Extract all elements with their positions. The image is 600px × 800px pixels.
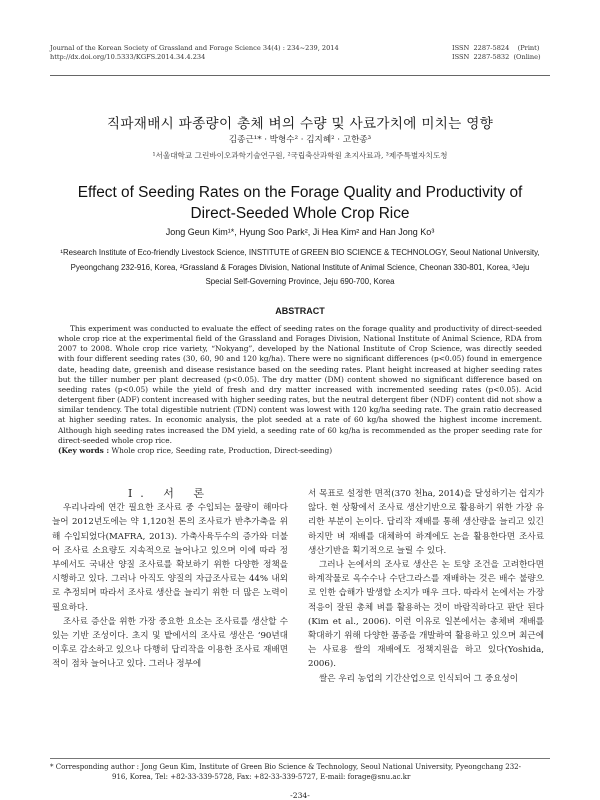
issn-print: ISSN 2287-5824 (Print) — [452, 44, 540, 52]
body-column-right — [308, 487, 544, 686]
title-korean: 직파재배시 파종량이 총체 벼의 수량 및 사료가치에 미치는 영향 — [106, 116, 494, 132]
doi-link[interactable]: http://dx.doi.org/10.5333/KGFS.2014.34.4.234 — [50, 53, 206, 62]
keywords-label: (Key words : — [58, 445, 110, 455]
body-column-left — [52, 487, 288, 672]
abstract-body — [58, 324, 542, 456]
authors-korean: 김종근¹* · 박형수² · 김지혜² · 고한종³ — [228, 135, 372, 145]
title-english-line1: Effect of Seeding Rates on the Forage Quality and Productivity of — [77, 184, 523, 201]
footnote-line: * Corresponding author : Jong Geun Kim, Institute of Green Bio Science & Technology, Seoul National University, Pyeongchang 232- — [50, 763, 522, 771]
corresponding-author-footnote — [50, 762, 550, 782]
affiliations-korean: ¹서울대학교 그린바이오과학기술연구원, ²국립축산과학원 초지사료과, ³제주특별자치도청 — [152, 151, 448, 160]
journal-citation: Journal of the Korean Society of Grassland and Forage Science 34(4) : 234~239, 2014 — [50, 44, 339, 52]
paragraph: 서 목표로 설정한 면적(370 천ha, 2014)을 달성하기는 쉽지가 않다. 현 상황에서 조사료 생산기반으로 활용하기 위한 가장 유리한 부분이 논이다. 답리작 재배를 통해 생산량을 늘리고 있긴 하지만 벼 재배를 대체하여 하계에도 논을 활용한다면 조사료 생산기반을 획기적으로 늘릴 수 있다. — [308, 489, 544, 556]
authors-english: Jong Geun Kim¹*, Hyung Soo Park², Ji Hea Kim² and Han Jong Ko³ — [165, 227, 435, 237]
paragraph: 그러나 논에서의 조사료 생산은 논 토양 조건을 고려한다면 하계작물로 옥수수나 수단그라스를 재배하는 것은 배수 불량으로 인한 습해가 발생할 소지가 매우 크다. 따라서 논에서는 가장 적응이 잘된 총체 벼를 활용하는 것이 바람직하다고 판단 된다(Kim et al., 2006). 이런 이유로 일본에서는 총체벼 재배를 확대하기 위해 다양한 품종을 개발하여 활용하고 있으며 최근에는 사료용 쌀의 재배에도 정책지원을 하고 있다(Yoshida, 2006). — [308, 560, 544, 670]
affiliations-english: ¹Research Institute of Eco-friendly Livestock Science, INSTITUTE of GREEN BIO SCIENCE & TECHNOLOGY, Seoul National University, Pyeongchang 232-916, Korea, ²Grassland & Forages Division, National Institute of Animal Science, Cheonan 330-801, Korea, ³Jeju Special Self-Governing Province, Jeju 690-700, Korea — [60, 248, 540, 287]
footnote-divider — [50, 758, 550, 759]
paragraph: 우리나라에 연간 필요한 조사료 중 수입되는 물량이 해마다 늘어 2012년도에는 약 1,120천 톤의 조사료가 반추가축을 위해 수입되었다(MAFRA, 2013). 가축사육두수의 증가와 더불어 조사료 소요량도 지속적으로 늘어나고 있으며 이에 따라 정부에서도 국내산 양질 조사료를 확보하기 위한 다양한 정책을 시행하고 있다. 그러나 아직도 양질의 자급조사료는 44% 내외로 추정되며 따라서 조사료 생산을 늘리기 위한 더 많은 노력이 필요하다. — [52, 503, 288, 613]
footnote-line: 916, Korea, Tel: +82-33-339-5728, Fax: +82-33-339-5727, E-mail: forage@snu.ac.kr — [112, 773, 411, 781]
page-number: -234- — [290, 791, 310, 800]
section-heading-introduction: Ⅰ. 서 론 — [127, 487, 213, 500]
journal-header — [50, 44, 339, 63]
abstract-heading: ABSTRACT — [275, 306, 325, 316]
paragraph: 조사료 증산을 위한 가장 중요한 요소는 조사료를 생산할 수 있는 기반 조성이다. 초지 및 밭에서의 조사료 생산은 ‘90년대 이후로 감소하고 있으나 다행히 답리작을 이용한 조사료 재배면적이 점차 늘어나고 있다. 그러나 정부에 — [52, 616, 288, 670]
issn-online: ISSN 2287-5832 (Online) — [452, 53, 541, 62]
header-divider — [50, 75, 550, 76]
abstract-text: This experiment was conducted to evaluate the effect of seeding rates on the forage quality and productivity of direct-seeded whole crop rice at the experimental field of the Grassland and Forages Division, National Institute of Animal Science, RDA from 2007 to 2008. Whole crop rice variety, “Nokyang”, developed by the National Institute of Crop Science, was directly seeded with four different seeding rates (30, 60, 90 and 120 kg/ha). There were no significant differences (p<0.05) found in emergence date, heading date, greenish and disease resistance based on the seeding rates. Plant height increased at higher seeding rates but the tiller number per plant decreased (p<0.05). The dry matter (DM) content showed no significant difference based on seeding rates (p<0.05) while the yield of fresh and dry matter increased with incremented seeding rates (p<0.05). Acid detergent fiber (ADF) content increased with higher seeding rates, but the neutral detergent fiber (NDF) content did not show a similar tendency. The total digestible nutrient (TDN) content was lowest with 120 kg/ha seeding rate. The grain ratio decreased at higher seeding rates. In economic analysis, the plot seeded at a rate of 60 kg/ha showed the highest income increment. Although high seeding rates increased the DM yield, a seeding rate of 60 kg/ha is recommended as the proper seeding rate for direct-seeded whole crop rice. — [58, 324, 542, 445]
issn-block — [452, 44, 541, 63]
keywords-list: Whole crop rice, Seeding rate, Production, Direct-seeding) — [109, 445, 333, 455]
title-english-line2: Direct-Seeded Whole Crop Rice — [190, 205, 410, 222]
paragraph: 쌀은 우리 농업의 기간산업으로 인식되어 그 중요성이 — [319, 673, 519, 684]
